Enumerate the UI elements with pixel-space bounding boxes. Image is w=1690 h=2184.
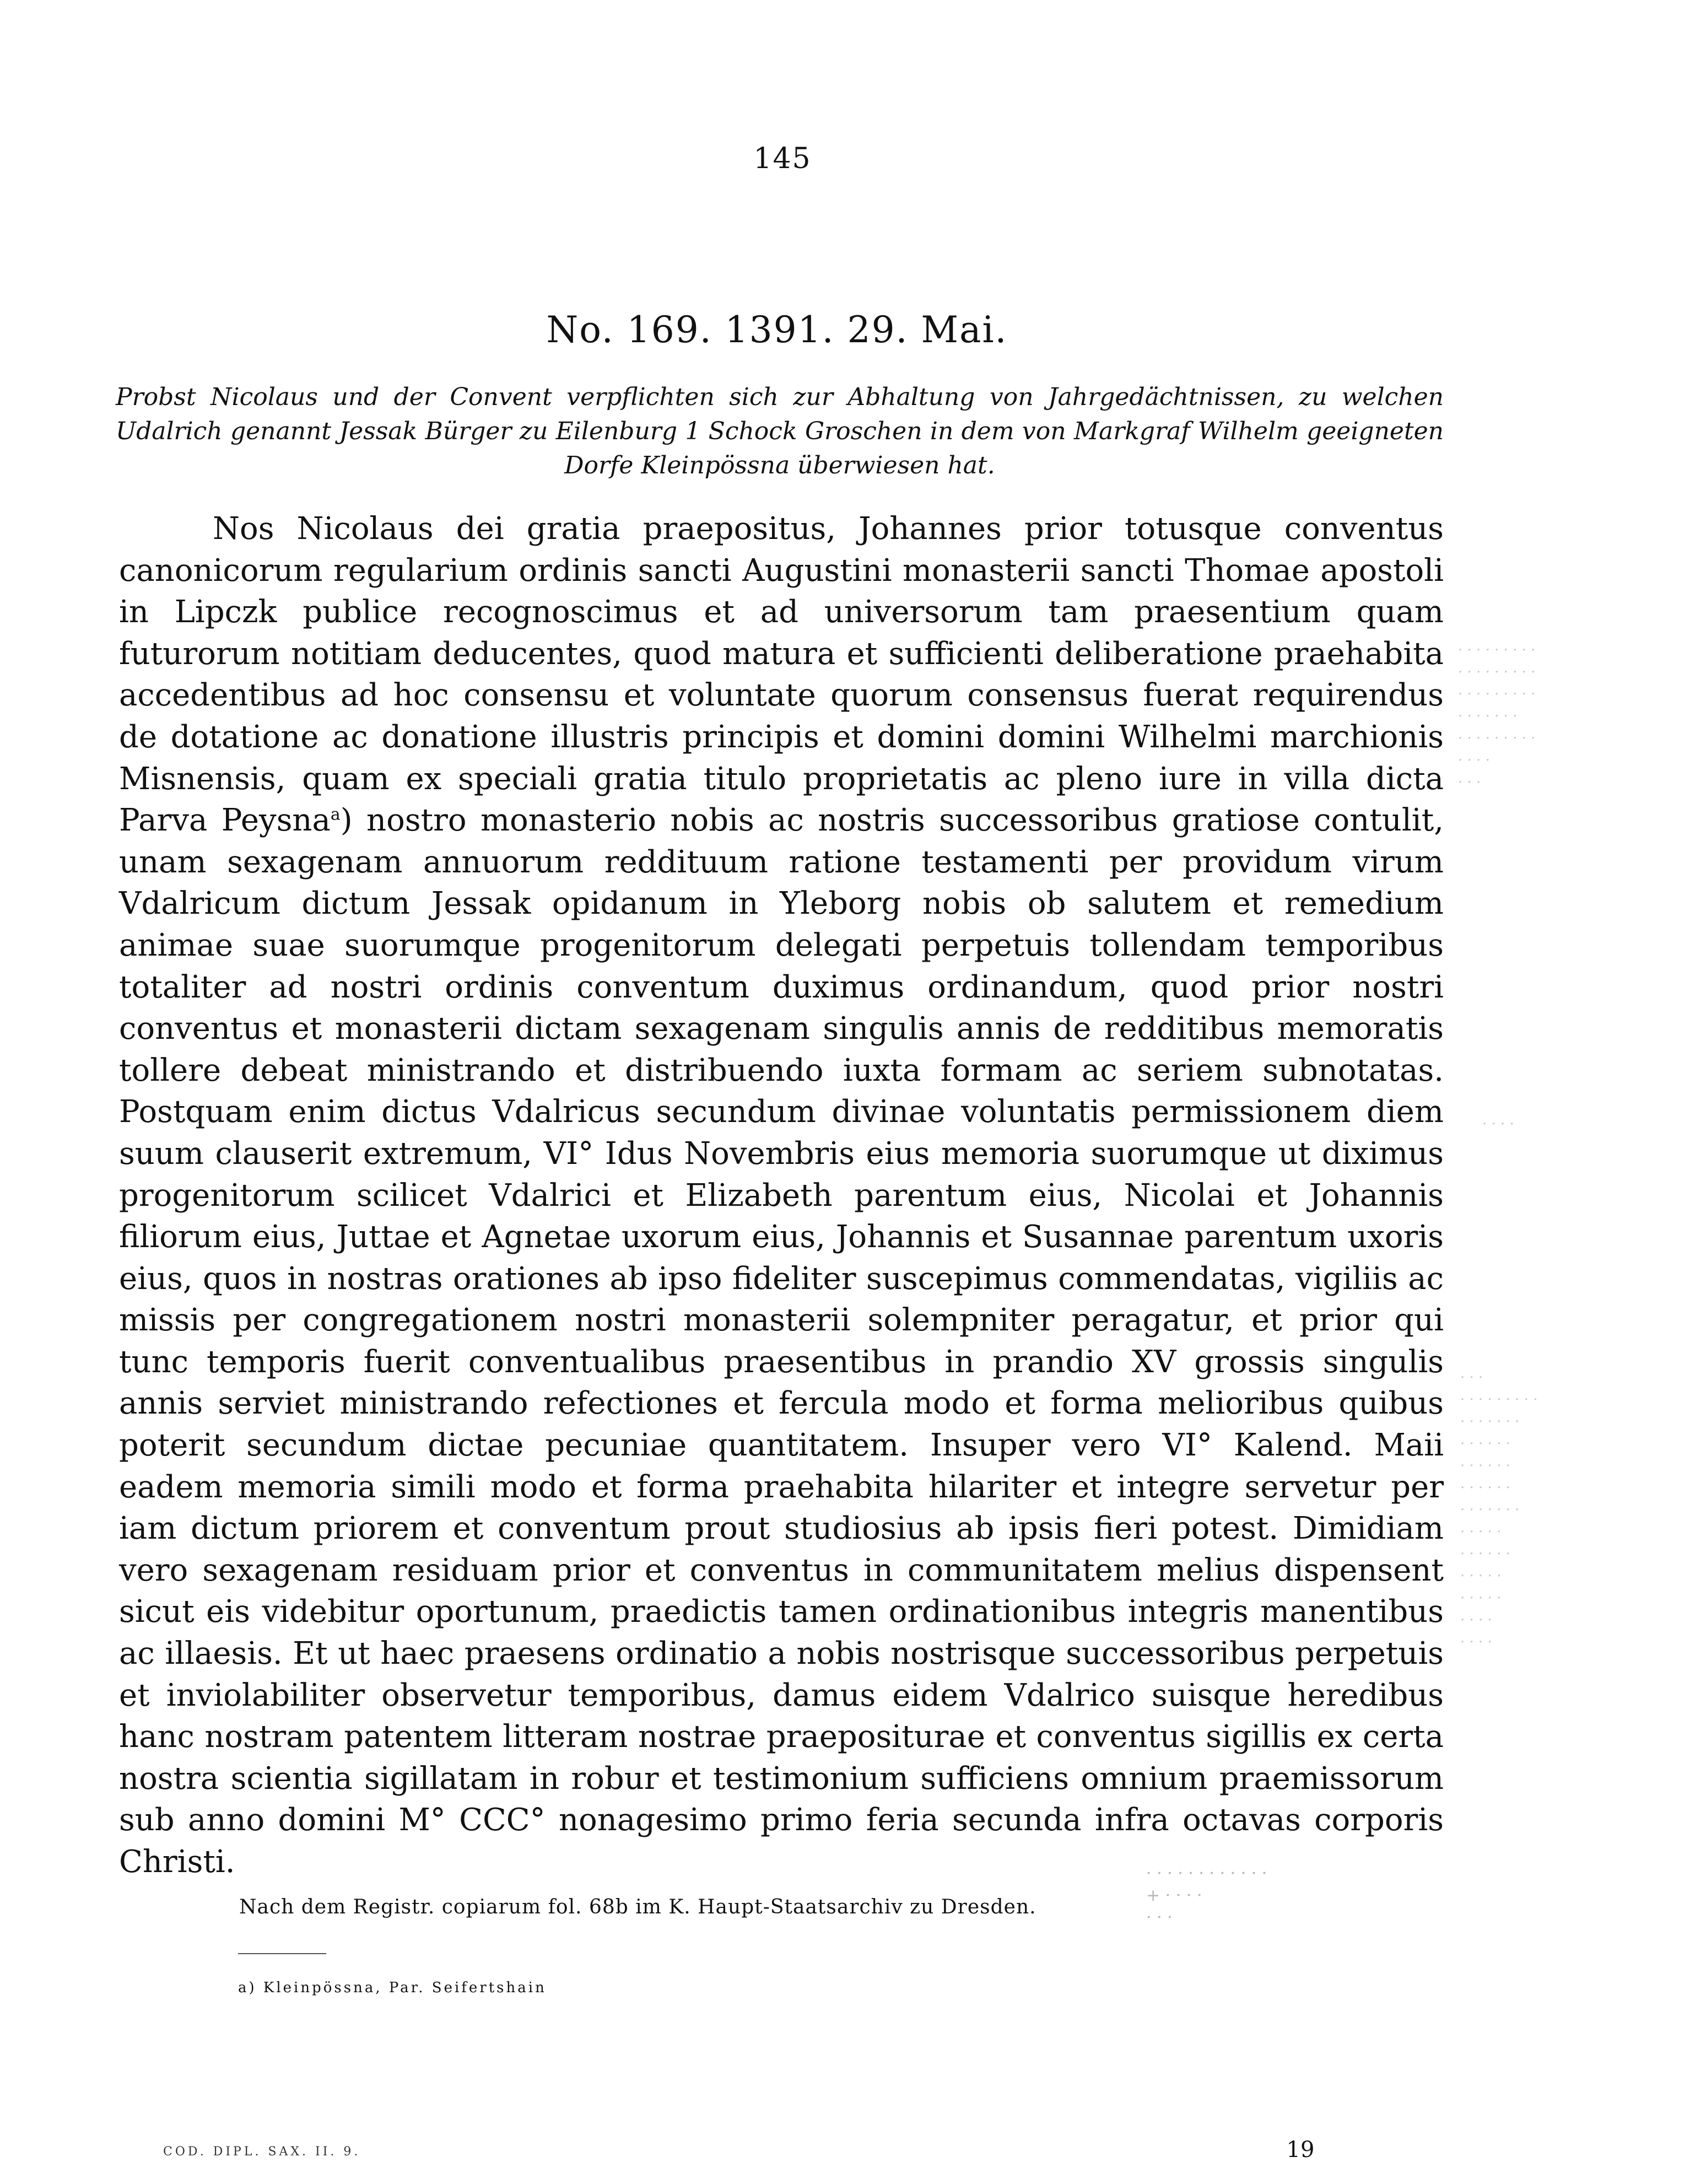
footnote-divider [238, 1953, 326, 1954]
document-summary: Probst Nicolaus und der Convent verpflichten sich zur Abhaltung von Jahrgedächtnissen, zu welchen Udalrich genannt Jessak Bürger zu Eilenburg 1 Schock Groschen in dem von Markgraf Wilhelm geeigneten Dorfe Kleinpössna überwiesen hat. [116, 383, 1444, 479]
margin-bleed-through-upper: · · · · · · · · · · · · · · · · · · · · · · · · · · · · · · · · · · · · · · · · · · · · · · · · · · [1458, 642, 1536, 791]
footnote: a) Kleinpössna, Par. Seifertshain [238, 1980, 547, 1996]
printer-signature-mark: COD. DIPL. SAX. II. 9. [163, 2145, 361, 2159]
page-number: 145 [753, 142, 812, 175]
sheet-number: 19 [1286, 2137, 1315, 2163]
margin-bleed-through-lower: · · · · · · · · · · · · · · · · · · · · · · · · · · · · · · · · · · · · · · · · · · · · · · · · · · · · · · · · · · · · · · · · · · · · · · · · · [1460, 1369, 1538, 1651]
margin-handwritten-scribble: · · · · · · · · · · · · + · · · · · · · [1146, 1864, 1267, 1927]
document-heading: No. 169. 1391. 29. Mai. [546, 309, 1008, 351]
source-note: Nach dem Registr. copiarum fol. 68b im K. Haupt-Staatsarchiv zu Dresden. [239, 1896, 1036, 1918]
margin-bleed-through-mid: · · · · [1482, 1116, 1514, 1133]
charter-text-part-1: Nos Nicolaus dei gratia praepositus, Johannes prior totusque conventus canonicorum regularium ordinis sancti Augustini monasterii sancti Thomae apostoli in Lipczk publice recognoscimus et ad universorum tam praesentium quam futurorum notitiam deducentes, quod matura et sufficienti deliberatione praehabita accedentibus ad hoc consensu et voluntate quorum consensus fuerat requirendus de dotatione ac donatione illustris principis et domini domini Wilhelmi marchionis Misnensis, quam ex speciali gratia titulo proprietatis ac pleno iure in villa dicta Parva Peysna [119, 511, 1444, 839]
charter-text [119, 508, 1444, 1883]
footnote-reference[interactable]: a [330, 805, 341, 824]
charter-text-part-2: ) nostro monasterio nobis ac nostris successoribus gratiose contulit, unam sexagenam annuorum reddituum ratione testamenti per providum virum Vdalricum dictum Jessak opidanum in Yleborg nobis ob salutem et remedium animae suae suorumque progenitorum delegati perpetuis tollendam temporibus totaliter ad nostri ordinis conventum duximus ordinandum, quod prior nostri conventus et monasterii dictam sexagenam singulis annis de redditibus memoratis tollere debeat ministrando et distribuendo iuxta formam ac seriem subnotatas. Postquam enim dictus Vdalricus secundum divinae voluntatis permissionem diem suum clauserit extremum, VI° Idus Novembris eius memoria suorumque ut diximus progenitorum scilicet Vdalrici et Elizabeth parentum eius, Nicolai et Johannis filiorum eius, Juttae et Agnetae uxorum eius, Johannis et Susannae parentum uxoris eius, quos in nostras orationes ab ipso fideliter suscepimus commendatas, vigiliis ac missis per congregationem nostri monasterii solempniter peragatur, et prior qui tunc temporis fuerit conventualibus praesentibus in prandio XV grossis singulis annis serviet ministrando refectiones et fercula modo et forma melioribus quibus poterit secundum dictae pecuniae quantitatem. Insuper vero VI° Kalend. Maii eadem memoria simili modo et forma praehabita hilariter et integre servetur per iam dictum priorem et conventum prout studiosius ab ipsis fieri potest. Dimidiam vero sexagenam residuam prior et conventus in communitatem melius dispensent sicut eis videbitur oportunum, praedictis tamen ordinationibus integris manentibus ac illaesis. Et ut haec praesens ordinatio a nobis nostrisque successoribus perpetuis et inviolabiliter observetur temporibus, damus eidem Vdalrico suisque heredibus hanc nostram patentem litteram nostrae praepositurae et conventus sigillis ex certa nostra scientia sigillatam in robur et testimonium sufficiens omnium praemissorum sub anno domini M° CCC° nonagesimo primo feria secunda infra octavas corporis Christi. [119, 802, 1444, 1880]
